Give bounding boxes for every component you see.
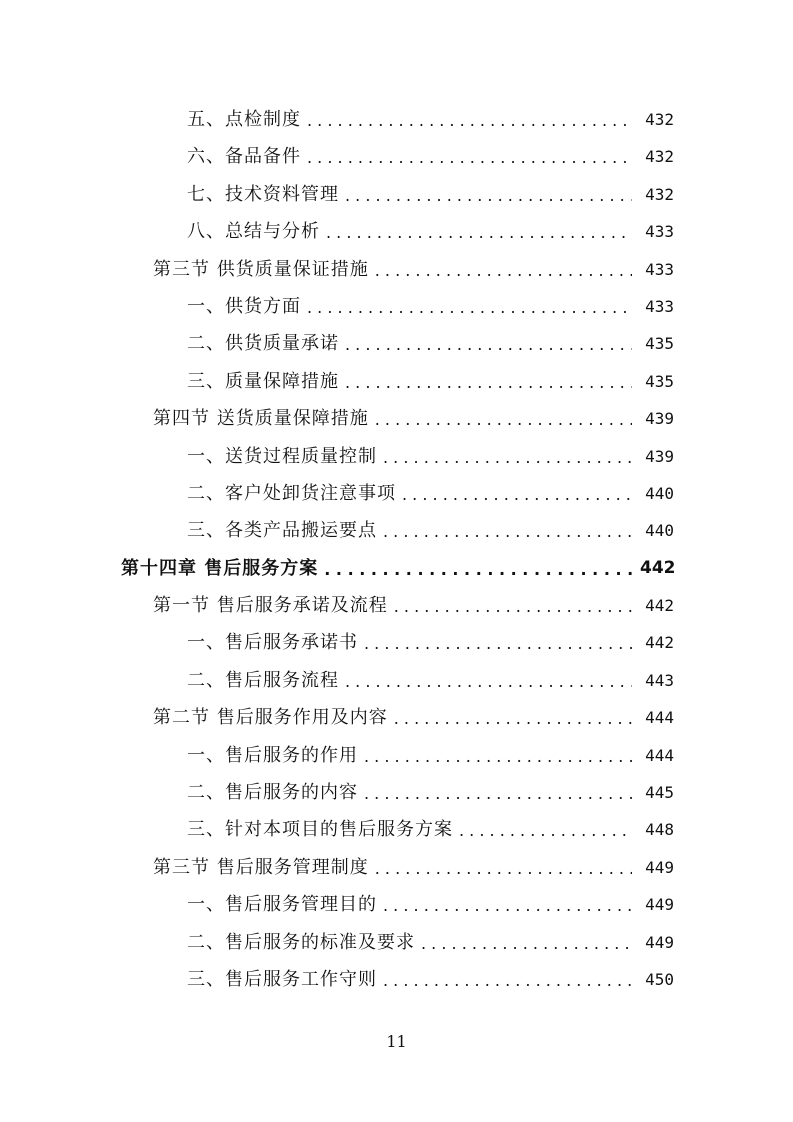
- toc-entry-page: 444: [645, 745, 674, 765]
- toc-dot-leader: [421, 925, 632, 962]
- toc-entry-title: 五、点检制度: [187, 109, 301, 130]
- toc-subsection-entry[interactable]: [0, 438, 793, 475]
- toc-entry-title: 第十四章 售后服务方案: [121, 557, 319, 579]
- toc-subsection-entry[interactable]: [0, 213, 793, 250]
- toc-entry-page: 443: [645, 670, 674, 690]
- toc-subsection-entry[interactable]: [0, 811, 793, 848]
- toc-entry-page: 442: [640, 557, 676, 578]
- toc-dot-leader: [324, 551, 632, 588]
- toc-entry-title: 三、各类产品搬运要点: [187, 520, 377, 542]
- page-number: 11: [386, 1032, 407, 1051]
- toc-entry-title: 二、供货质量承诺: [187, 333, 339, 355]
- toc-dot-leader: [307, 102, 632, 139]
- toc-entry-title: 一、送货过程质量控制: [187, 445, 377, 467]
- toc-entry-title: 三、针对本项目的售后服务方案: [187, 819, 453, 841]
- toc-entry-page: 440: [645, 483, 674, 503]
- toc-subsection-entry[interactable]: [0, 512, 793, 549]
- toc-dot-leader: [394, 588, 632, 625]
- toc-dot-leader: [364, 775, 632, 812]
- toc-entry-page: 449: [645, 932, 674, 952]
- toc-entry-page: 433: [645, 296, 674, 316]
- toc-section-entry[interactable]: [0, 849, 793, 886]
- toc-subsection-entry[interactable]: [0, 774, 793, 811]
- toc-subsection-entry[interactable]: [0, 101, 793, 138]
- toc-dot-leader: [364, 625, 632, 662]
- toc-chapter-entry[interactable]: [0, 550, 793, 587]
- toc-entry-page: 450: [645, 969, 674, 989]
- toc-dot-leader: [383, 513, 632, 550]
- toc-entry-page: 432: [645, 147, 674, 167]
- toc-subsection-entry[interactable]: [0, 363, 793, 400]
- toc-dot-leader: [307, 139, 632, 176]
- toc-subsection-entry[interactable]: [0, 886, 793, 923]
- toc-dot-leader: [375, 252, 632, 289]
- toc-entry-title: 第三节 供货质量保证措施: [153, 258, 369, 280]
- toc-entry-title: 二、售后服务流程: [187, 669, 339, 691]
- toc-subsection-entry[interactable]: [0, 288, 793, 325]
- toc-subsection-entry[interactable]: [0, 475, 793, 512]
- toc-entry-title: 三、质量保障措施: [187, 370, 339, 392]
- toc-section-entry[interactable]: [0, 699, 793, 736]
- toc-dot-leader: [383, 887, 632, 924]
- toc-subsection-entry[interactable]: [0, 176, 793, 213]
- toc-entry-page: 433: [645, 259, 674, 279]
- toc-entry-title: 第一节 售后服务承诺及流程: [153, 595, 388, 617]
- toc-subsection-entry[interactable]: [0, 924, 793, 961]
- toc-entry-title: 二、售后服务的标准及要求: [187, 931, 415, 953]
- toc-entry-page: 444: [645, 708, 674, 728]
- toc-subsection-entry[interactable]: [0, 325, 793, 362]
- toc-section-entry[interactable]: [0, 400, 793, 437]
- toc-dot-leader: [459, 812, 632, 849]
- toc-entry-page: 449: [645, 895, 674, 915]
- toc-entry-page: 442: [645, 633, 674, 653]
- toc-dot-leader: [402, 476, 632, 513]
- toc-entry-title: 三、售后服务工作守则: [187, 968, 377, 990]
- toc-section-entry[interactable]: [0, 251, 793, 288]
- toc-dot-leader: [345, 663, 632, 700]
- toc-entry-page: 440: [645, 521, 674, 541]
- toc-dot-leader: [383, 439, 632, 476]
- toc-entry-page: 439: [645, 446, 674, 466]
- toc-entry-page: 442: [645, 596, 674, 616]
- toc-dot-leader: [364, 738, 632, 775]
- toc-entry-page: 435: [645, 334, 674, 354]
- toc-entry-page: 433: [645, 222, 674, 242]
- toc-entry-title: 一、售后服务管理目的: [187, 894, 377, 916]
- toc-subsection-entry[interactable]: [0, 737, 793, 774]
- toc-section-entry[interactable]: [0, 587, 793, 624]
- table-of-contents: [0, 101, 793, 998]
- toc-dot-leader: [345, 326, 632, 363]
- toc-entry-title: 二、客户处卸货注意事项: [187, 482, 396, 504]
- toc-dot-leader: [307, 289, 632, 326]
- toc-entry-title: 六、备品备件: [187, 146, 301, 168]
- toc-subsection-entry[interactable]: [0, 961, 793, 998]
- toc-dot-leader: [383, 962, 632, 999]
- toc-entry-title: 第四节 送货质量保障措施: [153, 408, 369, 430]
- toc-entry-page: 448: [645, 820, 674, 840]
- toc-entry-title: 第三节 售后服务管理制度: [153, 856, 369, 878]
- toc-subsection-entry[interactable]: [0, 662, 793, 699]
- toc-subsection-entry[interactable]: [0, 138, 793, 175]
- toc-entry-page: 432: [645, 110, 674, 129]
- toc-entry-title: 一、售后服务承诺书: [187, 632, 358, 654]
- toc-dot-leader: [394, 700, 632, 737]
- toc-dot-leader: [375, 850, 632, 887]
- toc-dot-leader: [326, 214, 632, 251]
- toc-entry-title: 第二节 售后服务作用及内容: [153, 707, 388, 729]
- toc-entry-page: 439: [645, 409, 674, 429]
- toc-dot-leader: [375, 401, 632, 438]
- toc-entry-page: 432: [645, 184, 674, 204]
- toc-dot-leader: [345, 177, 632, 214]
- toc-entry-page: 445: [645, 783, 674, 803]
- toc-entry-title: 一、供货方面: [187, 295, 301, 317]
- toc-entry-page: 435: [645, 371, 674, 391]
- toc-dot-leader: [345, 364, 632, 401]
- toc-entry-title: 二、售后服务的内容: [187, 782, 358, 804]
- toc-entry-title: 七、技术资料管理: [187, 183, 339, 205]
- toc-entry-title: 一、售后服务的作用: [187, 744, 358, 766]
- toc-entry-page: 449: [645, 857, 674, 877]
- toc-entry-title: 八、总结与分析: [187, 221, 320, 243]
- toc-subsection-entry[interactable]: [0, 624, 793, 661]
